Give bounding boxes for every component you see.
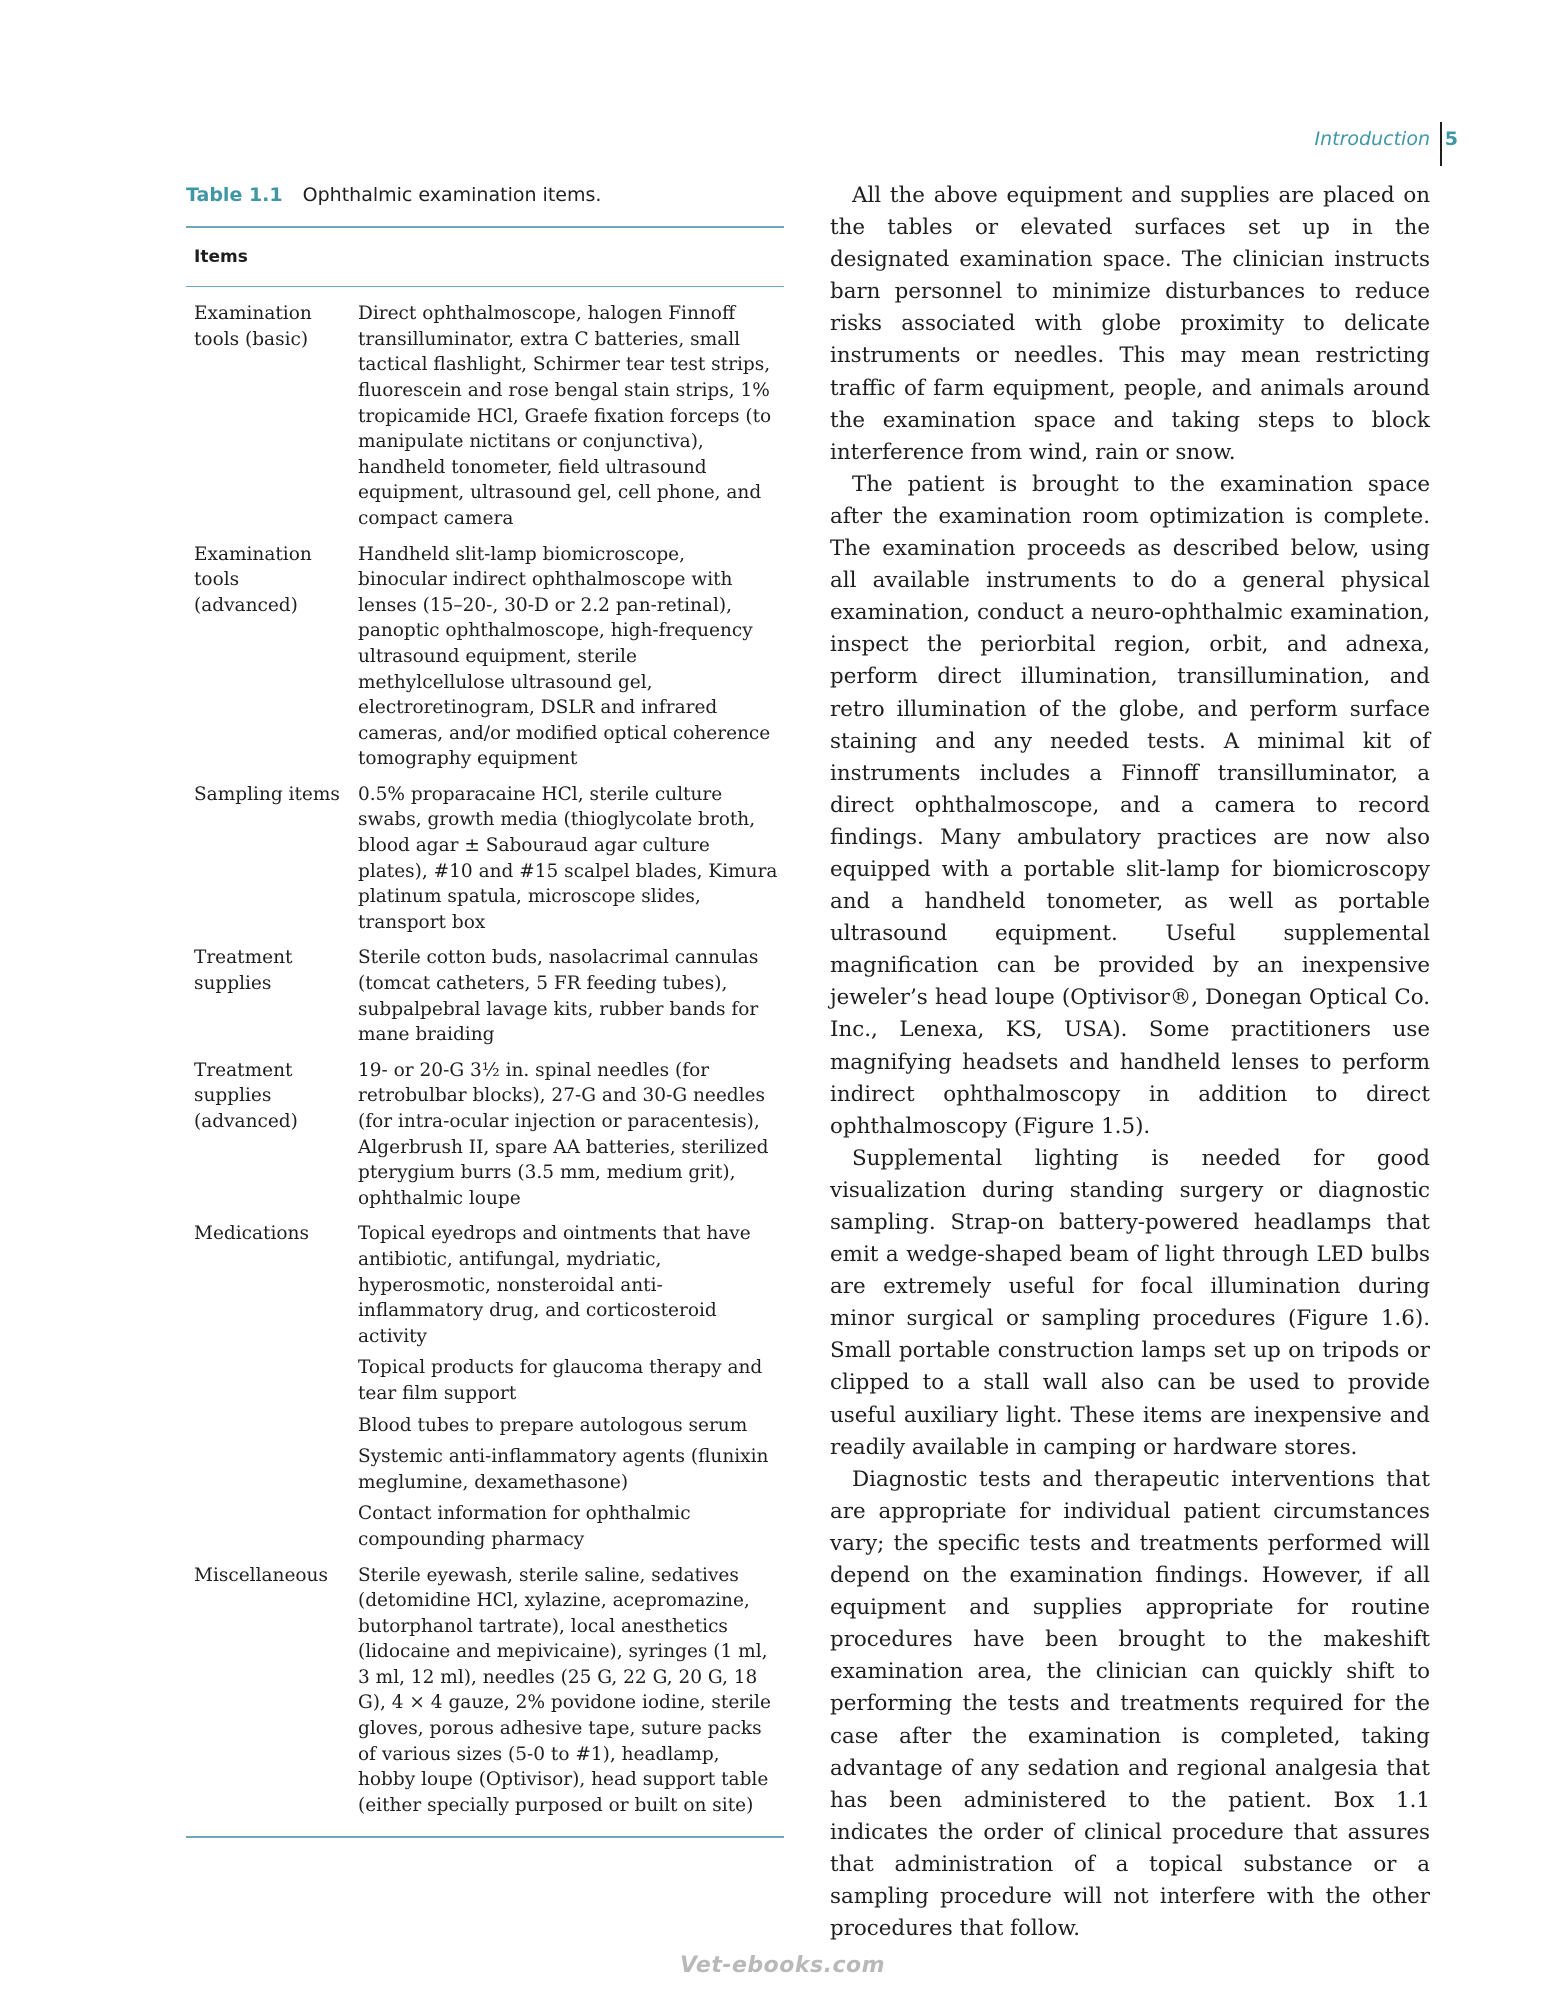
watermark-logo: Vet-ebooks.com bbox=[679, 1953, 886, 1978]
row-category: Treatment supplies (advanced) bbox=[194, 1059, 298, 1132]
row-item-text: Blood tubes to prepare autologous serum bbox=[358, 1414, 748, 1436]
row-category: Miscellaneous bbox=[194, 1564, 328, 1586]
running-head bbox=[1200, 122, 1458, 166]
row-items bbox=[358, 1058, 778, 1212]
table-title: Ophthalmic examination items. bbox=[302, 184, 602, 206]
row-category: Medications bbox=[194, 1223, 309, 1245]
row-items bbox=[358, 782, 778, 936]
row-item-text: Topical eyedrops and ointments that have antibiotic, antifungal, mydriatic, hyperosmotic, nonsteroidal anti-inflammatory drug, and corticosteroid activity bbox=[358, 1223, 751, 1347]
table-row bbox=[186, 1563, 784, 1819]
row-item-text: Sterile cotton buds, nasolacrimal cannulas (tomcat catheters, 5 FR feeding tubes), subpalpebral lavage kits, rubber bands for mane braiding bbox=[358, 947, 759, 1046]
row-items bbox=[358, 1563, 778, 1819]
row-item-text: Systemic anti-inflammatory agents (flunixin meglumine, dexamethasone) bbox=[358, 1446, 769, 1493]
row-item-text: Direct ophthalmoscope, halogen Finnoff transilluminator, extra C batteries, small tactical flashlight, Schirmer tear test strips, fluorescein and rose bengal stain strips, 1% tropicamide HCl, Graefe fixation forceps (to manipulate nictitans or conjunctiva), handheld tonometer, field ultrasound equipment, ultrasound gel, cell phone, and compact camera bbox=[358, 303, 772, 529]
body-text-column bbox=[830, 180, 1430, 1945]
footer bbox=[0, 1953, 1565, 1978]
row-items bbox=[358, 301, 778, 531]
running-head-divider bbox=[1440, 122, 1442, 166]
row-item-text: Handheld slit-lamp biomicroscope, binocular indirect ophthalmoscope with lenses (15–20-, 30-D or 2.2 pan-retinal), panoptic ophthalmoscope, high-frequency ultrasound equipment, sterile methylcellulose ultrasound gel, electroretinogram, DSLR and infrared cameras, and/or modified optical coherence tomography equipment bbox=[358, 543, 771, 770]
row-item-text: Sterile eyewash, sterile saline, sedatives (detomidine HCl, xylazine, acepromazine, butorphanol tartrate), local anesthetics (lidocaine and mepivicaine), syringes (1 ml, 3 ml, 12 ml), needles (25 G, 22 G, 20 G, 18 G), 4 × 4 gauze, 2% povidone iodine, sterile gloves, porous adhesive tape, suture packs of various sizes (5-0 to #1), headlamp, hobby loupe (Optivisor), head support table (either specially purposed or built on site) bbox=[358, 1564, 771, 1816]
body-paragraph: All the above equipment and supplies are placed on the tables or elevated surfaces set up in the designated examination space. The clinician instructs barn personnel to minimize disturbances to reduce risks associated with globe proximity to delicate instruments or needles. This may mean restricting traffic of farm equipment, people, and animals around the examination space and taking steps to block interference from wind, rain or snow. bbox=[830, 183, 1430, 465]
row-item-text: 0.5% proparacaine HCl, sterile culture swabs, growth media (thioglycolate broth, blood agar ± Sabouraud agar culture plates), #10 and #15 scalpel blades, Kimura platinum spatula, microscope slides, transport box bbox=[358, 783, 778, 933]
page-number: 5 bbox=[1444, 128, 1458, 150]
table-row bbox=[186, 782, 784, 936]
body-paragraph: Supplemental lighting is needed for good visualization during standing surgery or diagnostic sampling. Strap-on battery-powered headlamps that emit a wedge-shaped beam of light through LED bulbs are extremely useful for focal illumination during minor surgical or sampling procedures (Figure 1.6). Small portable construction lamps set up on tripods or clipped to a stall wall also can be used to provide useful auxiliary light. These items are inexpensive and readily available in camping or hardware stores. bbox=[830, 1145, 1430, 1460]
row-items bbox=[358, 1221, 778, 1552]
running-head-section-title: Introduction bbox=[1314, 128, 1430, 150]
table-label: Table 1.1 bbox=[186, 184, 283, 206]
table-row bbox=[186, 1058, 784, 1212]
row-item-text: 19- or 20-G 3½ in. spinal needles (for retrobulbar blocks), 27-G and 30-G needles (for intra-ocular injection or paracentesis), Algerbrush II, spare AA batteries, sterilized pterygium burrs (3.5 mm, medium grit), ophthalmic loupe bbox=[358, 1059, 769, 1209]
row-item-text: Contact information for ophthalmic compounding pharmacy bbox=[358, 1503, 691, 1550]
row-category: Sampling items bbox=[194, 783, 340, 805]
row-item-text: Topical products for glaucoma therapy and tear film support bbox=[358, 1357, 763, 1404]
table-body bbox=[186, 287, 784, 1836]
row-category: Treatment supplies bbox=[194, 947, 293, 995]
body-paragraph: Diagnostic tests and therapeutic interventions that are appropriate for individual patient circumstances vary; the specific tests and treatments performed will depend on the examination findings. However, if all equipment and supplies appropriate for routine procedures have been brought to the makeshift examination area, the clinician can quickly shift to performing the tests and treatments required for the case after the examination is completed, taking advantage of any sedation and regional analgesia that has been administered to the patient. Box 1.1 indicates the order of clinical procedure that assures that administration of a topical substance or a sampling procedure will not interfere with the other procedures that follow. bbox=[830, 1466, 1430, 1942]
row-items bbox=[358, 945, 778, 1047]
examination-items-table bbox=[186, 182, 784, 1838]
table-row bbox=[186, 542, 784, 772]
body-paragraph: The patient is brought to the examination space after the examination room optimization is complete. The examination proceeds as described below, using all available instruments to do a general physical examination, conduct a neuro-ophthalmic examination, inspect the periorbital region, orbit, and adnexa, perform direct illumination, transillumination, and retro illumination of the globe, and perform surface staining and any needed tests. A minimal kit of instruments includes a Finnoff transilluminator, a direct ophthalmoscope, and a camera to record findings. Many ambulatory practices are now also equipped with a portable slit-lamp for biomicroscopy and a handheld tonometer, as well as portable ultrasound equipment. Useful supplemental magnification can be provided by an inexpensive jeweler’s head loupe (Optivisor®, Donegan Optical Co. Inc., Lenexa, KS, USA). Some practitioners use magnifying headsets and handheld lenses to perform indirect ophthalmoscopy in addition to direct ophthalmoscopy (Figure 1.5). bbox=[830, 471, 1430, 1139]
table-bottom-rule bbox=[186, 1836, 784, 1838]
row-items bbox=[358, 542, 778, 772]
table-column-header: Items bbox=[194, 246, 248, 267]
row-category: Examination tools (advanced) bbox=[194, 543, 312, 616]
table-row bbox=[186, 301, 784, 531]
row-category: Examination tools (basic) bbox=[194, 303, 312, 350]
table-row bbox=[186, 1221, 784, 1552]
table-caption bbox=[186, 182, 784, 208]
table-row bbox=[186, 945, 784, 1047]
